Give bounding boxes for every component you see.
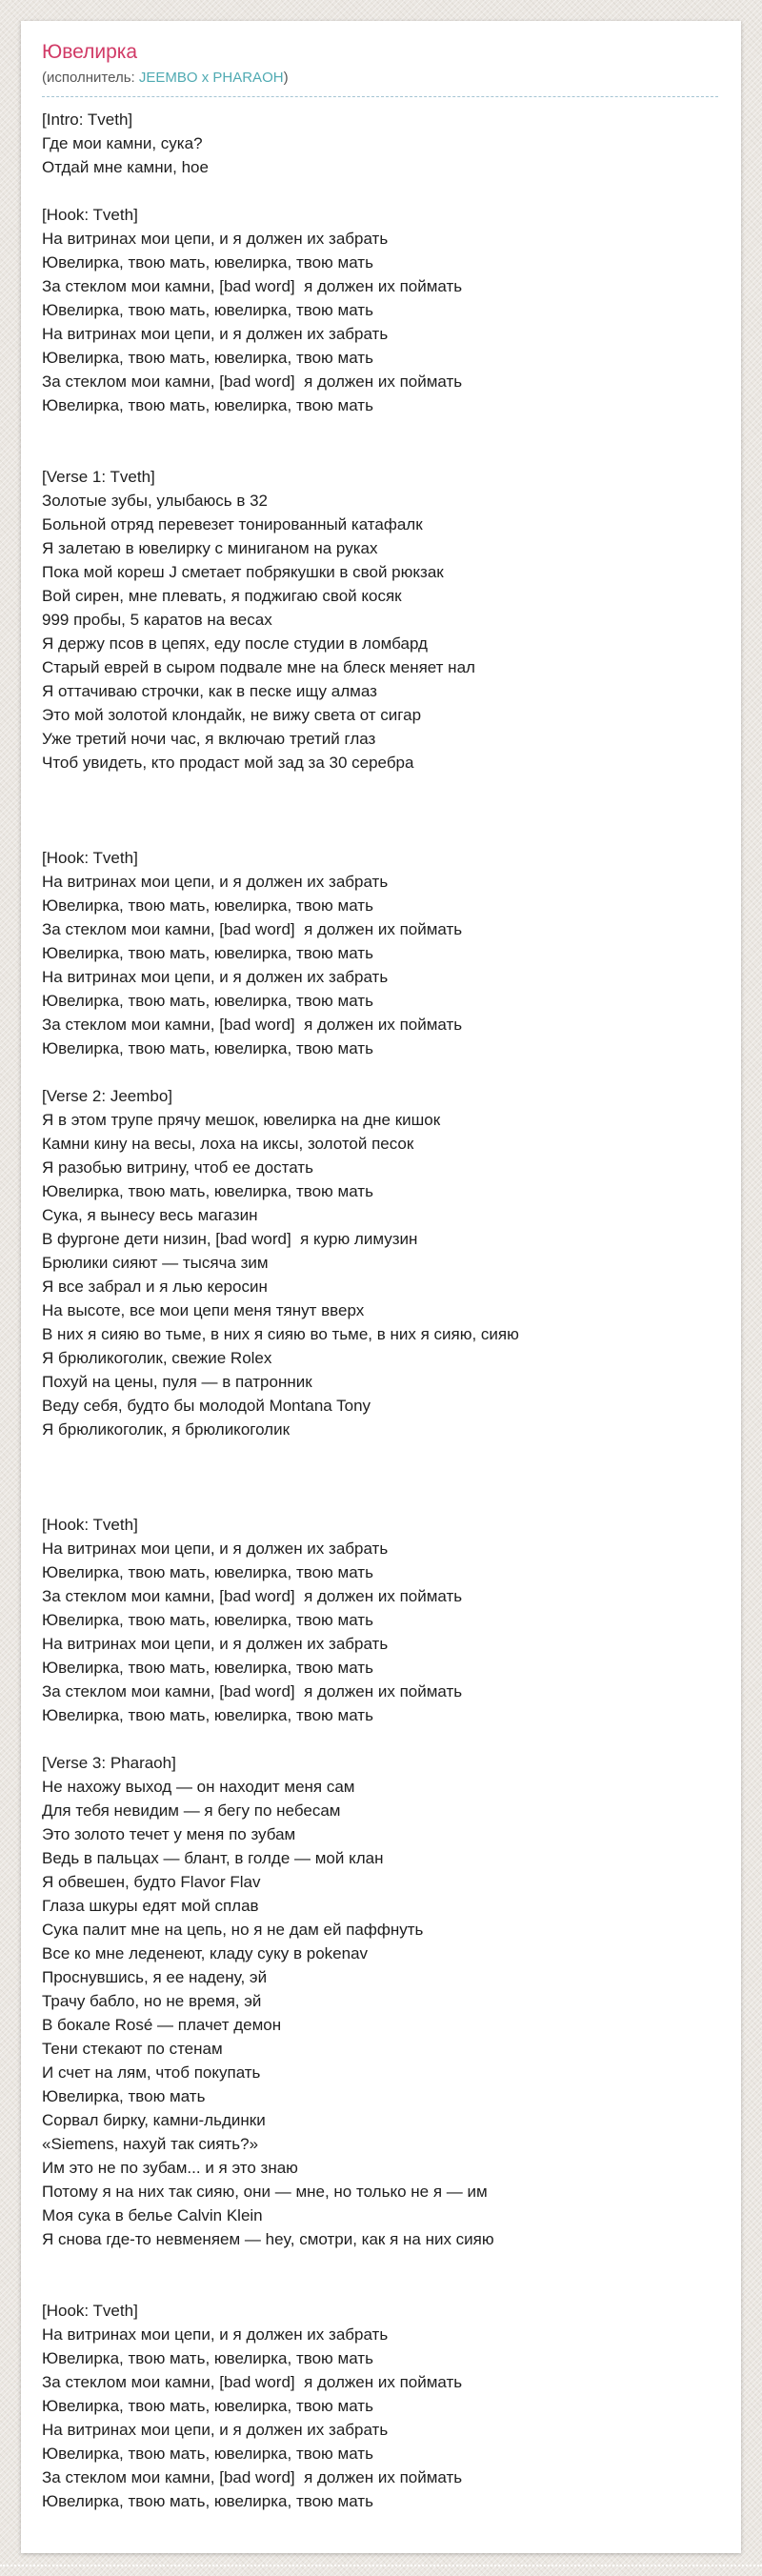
blank-line [42,441,718,465]
lyric-line: За стеклом мои камни, [bad word] я должен их поймать [42,920,463,938]
blank-line [42,1060,718,1084]
section-label-verse-2: [Verse 2: Jeembo] [42,1087,173,1105]
lyric-line: Не нахожу выход — он находит меня сам [42,1778,355,1796]
blank-line [42,2275,718,2299]
lyrics-card [21,21,741,2553]
lyric-line: Ювелирка, твою мать, ювелирка, твою мать [42,1706,373,1724]
lyric-line: Я обвешен, будто Flavor Flav [42,1873,261,1891]
lyric-line: Ювелирка, твою мать, ювелирка, твою мать [42,2397,373,2415]
lyric-line: Вой сирен, мне плевать, я поджигаю свой косяк [42,587,402,605]
lyric-line: Ювелирка, твою мать, ювелирка, твою мать [42,896,373,915]
lyric-line: Моя сука в белье Calvin Klein [42,2206,263,2224]
lyric-line: Проснувшись, я ее надену, эй [42,1968,268,1986]
blank-line [42,179,718,203]
section-label-hook-3: [Hook: Tveth] [42,1516,138,1534]
lyric-line: За стеклом мои камни, [bad word] я должен их поймать [42,1587,463,1605]
lyric-line: Это мой золотой клондайк, не вижу света от сигар [42,706,422,724]
lyric-line: Ювелирка, твою мать, ювелирка, твою мать [42,1611,373,1629]
lyric-line: Я разобью витрину, чтоб ее достать [42,1158,313,1177]
lyric-line: Ювелирка, твою мать, ювелирка, твою мать [42,1039,373,1057]
lyric-line: Это золото течет у меня по зубам [42,1825,296,1843]
lyric-line: Чтоб увидеть, кто продаст мой зад за 30 серебра [42,754,414,772]
lyric-line: Ювелирка, твою мать, ювелирка, твою мать [42,396,373,414]
lyric-line: Я залетаю в ювелирку с миниганом на руках [42,539,378,557]
section-label-hook-4: [Hook: Tveth] [42,2302,138,2320]
lyric-line: Где мои камни, сука? [42,134,203,152]
artist-link[interactable]: JEEMBO x PHARAOH [138,70,284,86]
lyric-line: Похуй на цены, пуля — в патронник [42,1373,312,1391]
lyric-line: Я брюликоголик, я брюликоголик [42,1420,291,1439]
lyric-line: На витринах мои цепи, и я должен их забрать [42,1635,389,1653]
lyric-line: Я брюликоголик, свежие Rolex [42,1349,272,1367]
lyric-line: Ювелирка, твою мать, ювелирка, твою мать [42,349,373,367]
lyric-line: За стеклом мои камни, [bad word] я должен их поймать [42,1016,463,1034]
lyric-line: Ведь в пальцах — блант, в голде — мой клан [42,1849,384,1867]
lyric-line: Брюлики сияют — тысяча зим [42,1254,269,1272]
lyric-line: На витринах мои цепи, и я должен их забрать [42,873,389,891]
lyric-line: Все ко мне леденеют, кладу суку в pokenav [42,1944,369,1962]
lyrics-text [42,108,718,2513]
lyric-line: Отдай мне камни, hoe [42,158,209,176]
lyric-line: На витринах мои цепи, и я должен их забрать [42,1540,389,1558]
lyric-line: Ювелирка, твою мать [42,2087,206,2105]
lyric-line: На высоте, все мои цепи меня тянут вверх [42,1301,365,1319]
lyric-line: Я снова где-то невменяем — hey, смотри, как я на них сияю [42,2230,494,2248]
lyric-line: На витринах мои цепи, и я должен их забрать [42,968,389,986]
lyric-line: Ювелирка, твою мать, ювелирка, твою мать [42,2492,373,2510]
lyric-line: Ювелирка, твою мать, ювелирка, твою мать [42,253,373,272]
lyric-line: «Siemens, нахуй так сиять?» [42,2135,259,2153]
lyric-line: На витринах мои цепи, и я должен их забрать [42,2421,389,2439]
lyric-line: Ювелирка, твою мать, ювелирка, твою мать [42,2349,373,2367]
lyric-line: Потому я на них так сияю, они — мне, но только не я — им [42,2183,488,2201]
lyric-line: Глаза шкуры едят мой сплав [42,1897,259,1915]
lyric-line: Тени стекают по стенам [42,2040,223,2058]
lyric-line: Я все забрал и я лью керосин [42,1278,268,1296]
blank-line [42,775,718,798]
lyric-line: Золотые зубы, улыбаюсь в 32 [42,492,268,510]
lyric-line: За стеклом мои камни, [bad word] я должен их поймать [42,2373,463,2391]
lyric-line: Веду себя, будто бы молодой Montana Tony [42,1397,371,1415]
song-header [42,40,718,97]
artist-label-suffix: ) [283,70,289,86]
lyric-line: За стеклом мои камни, [bad word] я должен их поймать [42,277,463,295]
song-title: Ювелирка [42,41,138,63]
blank-line [42,1465,718,1489]
lyric-line: Для тебя невидим — я бегу по небесам [42,1801,341,1820]
lyric-line: Ювелирка, твою мать, ювелирка, твою мать [42,992,373,1010]
lyric-line: Им это не по зубам... и я это знаю [42,2159,298,2177]
artist-label-prefix: (исполнитель: [42,70,139,86]
lyric-line: Уже третий ночи час, я включаю третий глаз [42,730,376,748]
lyric-line: Больной отряд перевезет тонированный катафалк [42,515,423,533]
section-label-hook-1: [Hook: Tveth] [42,206,138,224]
lyric-line: За стеклом мои камни, [bad word] я должен их поймать [42,1682,463,1701]
blank-line [42,1489,718,1513]
lyric-line: Сорвал бирку, камни-льдинки [42,2111,266,2129]
lyric-line: Ювелирка, твою мать, ювелирка, твою мать [42,1563,373,1581]
lyric-line: Ювелирка, твою мать, ювелирка, твою мать [42,1182,373,1200]
lyric-line: И счет на лям, чтоб покупать [42,2063,261,2082]
lyric-line: Я в этом трупе прячу мешок, ювелирка на дне кишок [42,1111,441,1129]
lyric-line: В фургоне дети низин, [bad word] я курю лимузин [42,1230,418,1248]
lyric-line: Я держу псов в цепях, еду после студии в ломбард [42,634,428,653]
blank-line [42,1727,718,1751]
blank-line [42,822,718,846]
blank-line [42,1441,718,1465]
lyric-line: На витринах мои цепи, и я должен их забрать [42,2325,389,2344]
lyric-line: В бокале Rosé — плачет демон [42,2016,282,2034]
section-label-hook-2: [Hook: Tveth] [42,849,138,867]
lyric-line: 999 пробы, 5 каратов на весах [42,611,272,629]
lyric-line: Камни кину на весы, лоха на иксы, золотой песок [42,1135,414,1153]
artist-line [42,70,718,97]
lyric-line: Сука, я вынесу весь магазин [42,1206,258,1224]
section-label-intro: [Intro: Tveth] [42,111,133,129]
blank-line [42,417,718,441]
lyric-line: На витринах мои цепи, и я должен их забрать [42,325,389,343]
lyric-line: Ювелирка, твою мать, ювелирка, твою мать [42,944,373,962]
lyric-line: Трачу бабло, но не время, эй [42,1992,262,2010]
lyric-line: Ювелирка, твою мать, ювелирка, твою мать [42,301,373,319]
lyric-line: Старый еврей в сыром подвале мне на блеск меняет нал [42,658,475,676]
section-label-verse-3: [Verse 3: Pharaoh] [42,1754,176,1772]
lyric-line: На витринах мои цепи, и я должен их забрать [42,230,389,248]
blank-line [42,2251,718,2275]
lyric-line: В них я сияю во тьме, в них я сияю во тьме, в них я сияю, сияю [42,1325,519,1343]
lyric-line: Ювелирка, твою мать, ювелирка, твою мать [42,1659,373,1677]
lyric-line: Пока мой кореш J сметает побрякушки в свой рюкзак [42,563,444,581]
lyric-line: Я оттачиваю строчки, как в песке ищу алмаз [42,682,377,700]
lyric-line: Сука палит мне на цепь, но я не дам ей паффнуть [42,1921,424,1939]
lyric-line: За стеклом мои камни, [bad word] я должен их поймать [42,2468,463,2486]
blank-line [42,798,718,822]
lyric-line: За стеклом мои камни, [bad word] я должен их поймать [42,372,463,391]
section-label-verse-1: [Verse 1: Tveth] [42,468,155,486]
footer-divider [0,2565,762,2566]
lyric-line: Ювелирка, твою мать, ювелирка, твою мать [42,2445,373,2463]
